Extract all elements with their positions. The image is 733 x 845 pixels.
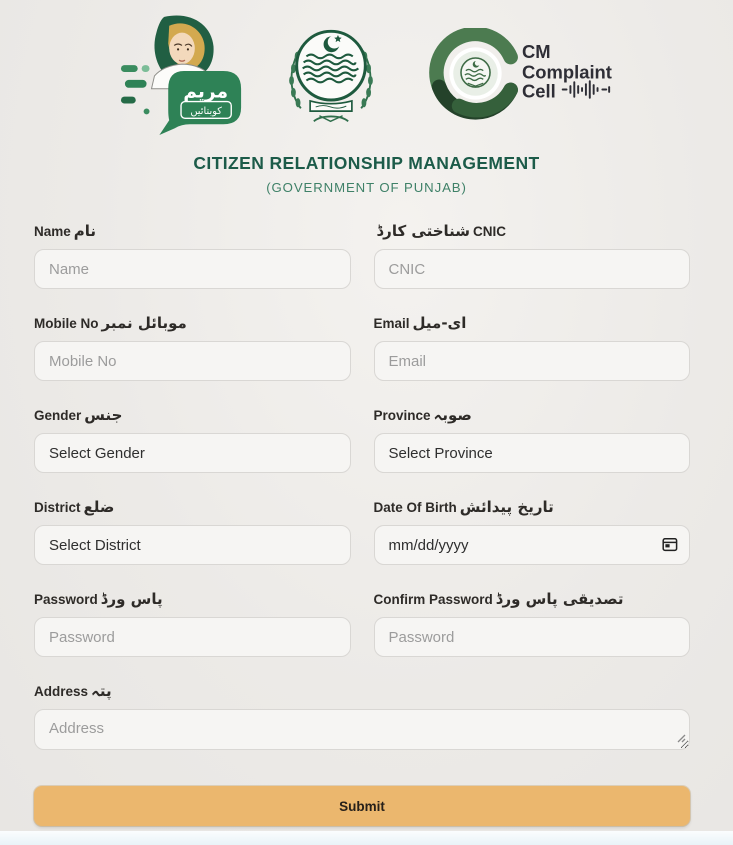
maryam-bubble-subtitle: کوبتائیں — [189, 105, 222, 117]
district-label-en: District — [34, 500, 81, 515]
confirm-password-label-en: Confirm Password — [373, 592, 493, 607]
field-confirm-password — [374, 590, 691, 657]
bottom-strip — [0, 831, 733, 845]
name-input[interactable] — [34, 249, 351, 289]
mobile-label — [34, 314, 351, 332]
gender-label-ur: جنس — [84, 406, 123, 424]
cnic-label — [374, 222, 691, 240]
province-label-ur: صوبہ — [433, 406, 472, 424]
mobile-input[interactable] — [34, 341, 351, 381]
cm-complaint-cell-icon — [429, 28, 615, 120]
audio-waveform-icon — [562, 81, 608, 97]
field-province — [374, 406, 691, 473]
password-input[interactable] — [34, 617, 351, 657]
dob-label-en: Date Of Birth — [373, 500, 457, 515]
name-label-ur: نام — [73, 222, 97, 240]
mobile-label-en: Mobile No — [34, 316, 99, 331]
name-label — [34, 222, 351, 240]
field-date-of-birth — [374, 498, 691, 565]
cell-text: Cell — [521, 80, 556, 102]
complaint-text: Complaint — [521, 61, 612, 83]
dob-label-ur: تاریخ پیدائش — [459, 498, 554, 516]
registration-form — [34, 222, 690, 826]
name-label-en: Name — [34, 224, 71, 239]
maryam-ko-batain-logo — [119, 10, 247, 138]
calendar-icon[interactable] — [662, 536, 678, 552]
address-label — [34, 682, 690, 700]
field-district — [34, 498, 351, 565]
field-address — [34, 682, 690, 750]
page-title: CITIZEN RELATIONSHIP MANAGEMENT — [193, 153, 540, 173]
punjab-crest-icon — [273, 18, 389, 130]
password-label-ur: پاس ورڈ — [100, 590, 163, 608]
confirm-password-label — [374, 590, 691, 608]
password-label — [34, 590, 351, 608]
punjab-government-crest-logo — [273, 18, 389, 130]
cnic-input[interactable] — [374, 249, 691, 289]
cm-text: CM — [521, 41, 551, 63]
email-input[interactable] — [374, 341, 691, 381]
password-label-en: Password — [34, 592, 98, 607]
address-label-en: Address — [34, 684, 89, 699]
field-cnic — [374, 222, 691, 289]
cm-complaint-cell-logo — [429, 28, 615, 120]
email-label-en: Email — [373, 316, 410, 331]
district-select[interactable]: Select District — [34, 525, 351, 565]
province-label-en: Province — [373, 408, 431, 423]
email-label-ur: ای-میل — [412, 314, 467, 332]
maryam-logo-icon — [119, 10, 247, 138]
field-mobile — [34, 314, 351, 381]
field-gender — [34, 406, 351, 473]
gender-select[interactable]: Select Gender — [34, 433, 351, 473]
province-select[interactable]: Select Province — [374, 433, 691, 473]
district-label-ur: ضلع — [83, 498, 115, 516]
field-email — [374, 314, 691, 381]
page-subtitle: (GOVERNMENT OF PUNJAB) — [266, 180, 467, 195]
confirm-password-label-ur: تصدیقی پاس ورڈ — [495, 590, 624, 608]
logo-header — [0, 0, 733, 138]
dob-label — [374, 498, 691, 516]
dob-input[interactable]: mm/dd/yyyy — [374, 525, 691, 565]
address-textarea[interactable] — [34, 709, 690, 750]
maryam-bubble-title: مریم — [182, 81, 228, 103]
confirm-password-input[interactable] — [374, 617, 691, 657]
district-label — [34, 498, 351, 516]
submit-button[interactable]: Submit — [34, 786, 690, 826]
province-label — [374, 406, 691, 424]
address-label-ur: پتہ — [91, 682, 112, 700]
cnic-label-en: CNIC — [473, 224, 507, 239]
field-password — [34, 590, 351, 657]
gender-label — [34, 406, 351, 424]
gender-label-en: Gender — [34, 408, 82, 423]
cnic-label-ur: شناختی کارڈ — [376, 222, 471, 240]
email-label — [374, 314, 691, 332]
mobile-label-ur: موبائل نمبر — [101, 314, 187, 332]
field-name — [34, 222, 351, 289]
